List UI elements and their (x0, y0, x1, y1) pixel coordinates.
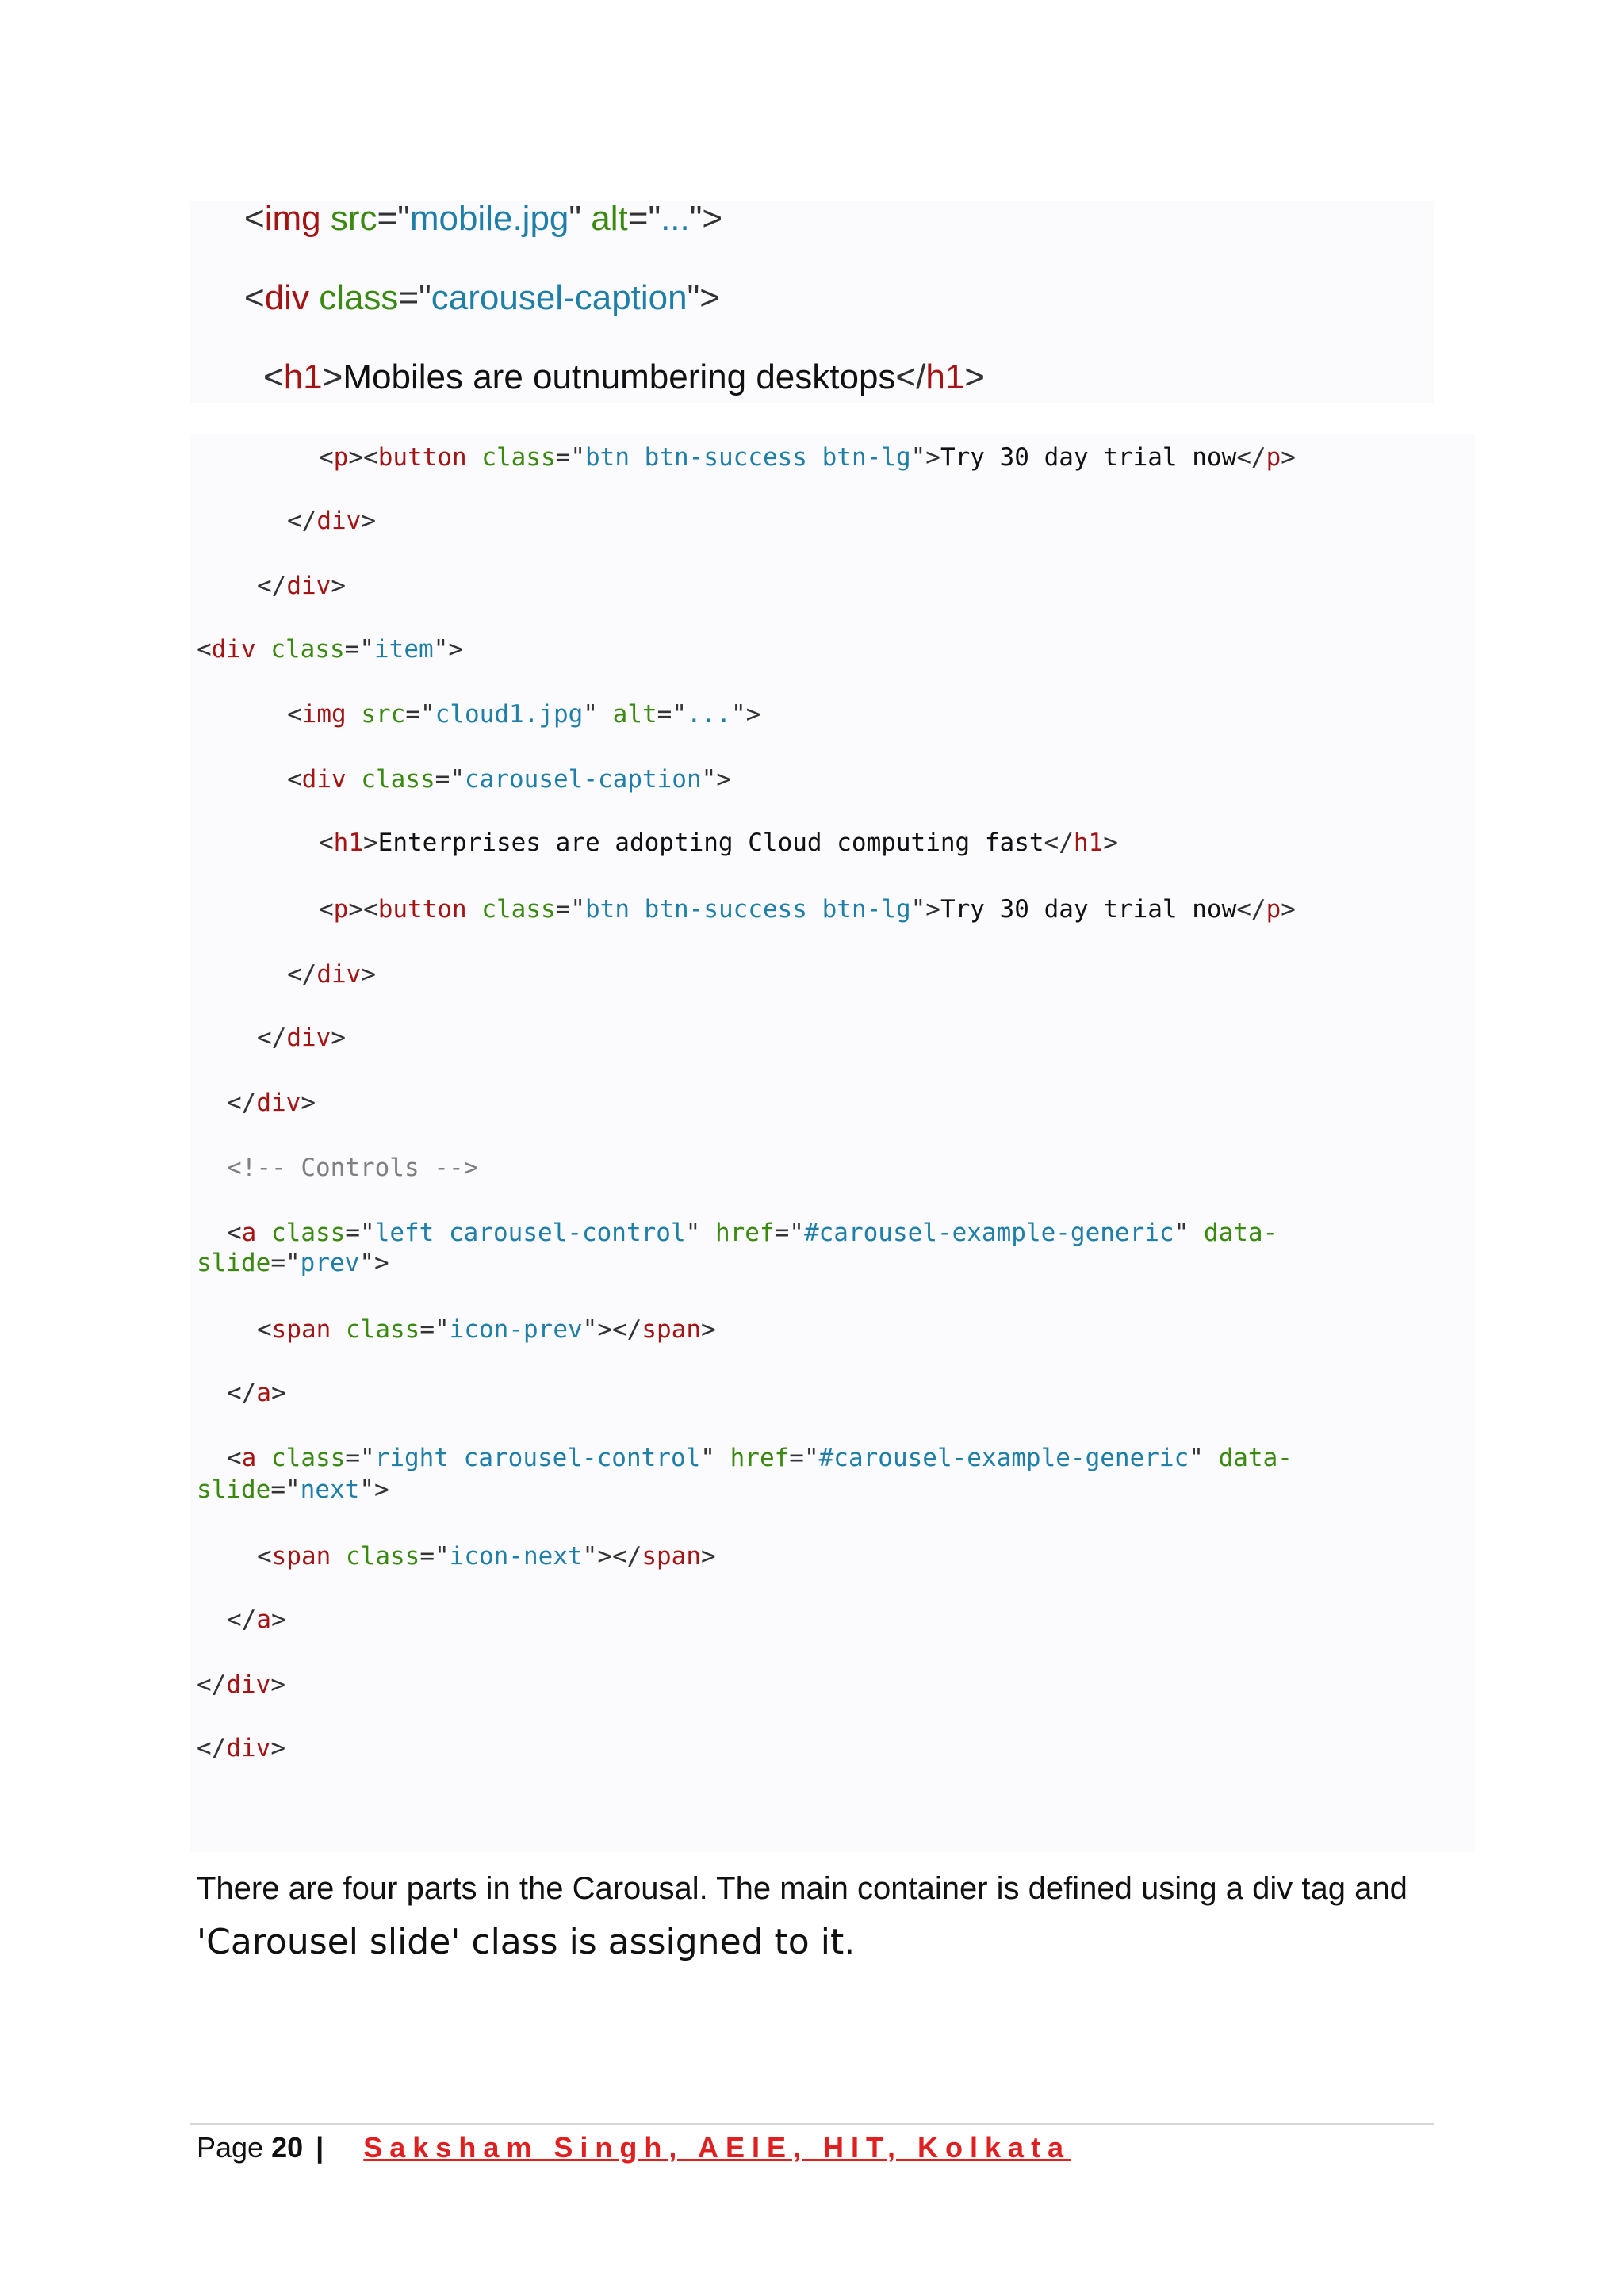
code-line: slide="next"> (197, 1475, 389, 1504)
code-line: </div> (287, 507, 376, 535)
code-line: <!-- Controls --> (227, 1154, 479, 1182)
code-line: <span class="icon-next"></span> (257, 1542, 716, 1571)
code-line: <h1>Mobiles are outnumbering desktops</h1> (263, 358, 985, 396)
code-line: <div class="carousel-caption"> (244, 278, 720, 317)
code-line: <a class="left carousel-control" href="#carousel-example-generic" data- (227, 1219, 1278, 1247)
code-line: </div> (197, 1670, 285, 1699)
code-line: </div> (257, 572, 346, 600)
footer-separator: | (316, 2131, 324, 2164)
code-line: </div> (227, 1089, 316, 1117)
footer-divider (190, 2123, 1434, 2125)
code-line: <div class="carousel-caption"> (287, 765, 731, 794)
code-line: <div class="item"> (197, 635, 464, 664)
code-line: </div> (197, 1734, 285, 1762)
code-line: <span class="icon-prev"></span> (257, 1315, 716, 1344)
page-number: 20 (271, 2131, 304, 2164)
code-line: <a class="right carousel-control" href="#carousel-example-generic" data- (227, 1444, 1293, 1472)
paragraph-line-1: There are four parts in the Carousal. The main container is defined using a div tag and (197, 1871, 1408, 1906)
code-line: </a> (227, 1605, 286, 1634)
footer-author: Saksham Singh, AEIE, HIT, Kolkata (363, 2131, 1071, 2164)
code-line: </a> (227, 1379, 286, 1407)
code-line: <p><button class="btn btn-success btn-lg">Try 30 day trial now</p> (319, 895, 1296, 924)
code-line: slide="prev"> (197, 1249, 389, 1277)
code-line: </div> (257, 1024, 346, 1052)
page-footer (197, 2131, 1071, 2164)
paragraph-line-2: 'Carousel slide' class is assigned to it. (197, 1922, 856, 1962)
page-label: Page (197, 2131, 264, 2164)
code-line: <p><button class="btn btn-success btn-lg">Try 30 day trial now</p> (319, 443, 1296, 472)
code-line: <img src="cloud1.jpg" alt="..."> (287, 700, 761, 729)
code-line: <img src="mobile.jpg" alt="..."> (244, 199, 723, 238)
code-line: <h1>Enterprises are adopting Cloud computing fast</h1> (319, 828, 1118, 857)
code-line: </div> (287, 960, 376, 989)
